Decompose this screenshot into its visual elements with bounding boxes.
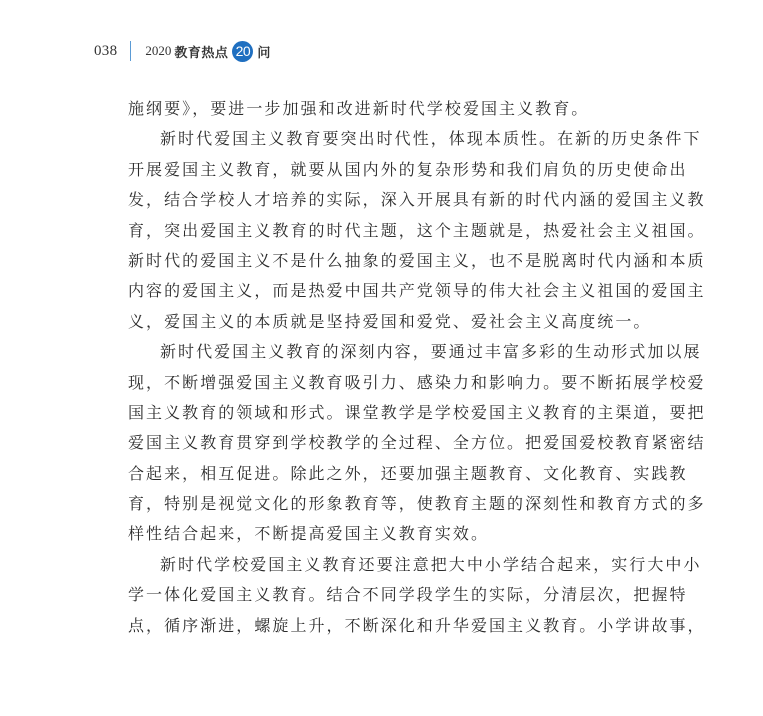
text-line: 样性结合起来，不断提高爱国主义教育实效。 <box>128 524 490 544</box>
text-line: 爱国主义教育贯穿到学校教学的全过程、全方位。把爱国爱校教育紧密结 <box>128 433 706 453</box>
paragraph <box>128 550 706 641</box>
text-line: 育，特别是视觉文化的形象教育等，使教育主题的深刻性和教育方式的多 <box>128 494 706 514</box>
text-line: 学一体化爱国主义教育。结合不同学段学生的实际，分清层次，把握特 <box>128 585 688 605</box>
book-title: 教育热点 <box>174 44 229 60</box>
text-line: 点，循序渐进，螺旋上升，不断深化和升华爱国主义教育。小学讲故事， <box>128 615 706 635</box>
text-line: 内容的爱国主义，而是热爱中国共产党领导的伟大社会主义祖国的爱国主 <box>128 281 706 301</box>
body-text <box>128 94 706 641</box>
paragraph <box>128 124 706 337</box>
text-line: 发，结合学校人才培养的实际，深入开展具有新的时代内涵的爱国主义教 <box>128 190 706 210</box>
text-line: 新时代爱国主义教育要突出时代性，体现本质性。在新的历史条件下 <box>160 129 702 149</box>
text-line: 施纲要》，要进一步加强和改进新时代学校爱国主义教育。 <box>128 99 590 118</box>
text-line: 新时代爱国主义教育的深刻内容，要通过丰富多彩的生动形式加以展 <box>160 342 702 362</box>
header-separator <box>130 41 131 61</box>
text-line: 开展爱国主义教育，就要从国内外的复杂形势和我们肩负的历史使命出 <box>128 159 688 179</box>
book-year: 2020 <box>145 43 172 58</box>
text-line: 义，爱国主义的本质就是坚持爱国和爱党、爱社会主义高度统一。 <box>128 311 652 331</box>
text-line: 国主义教育的领域和形式。课堂教学是学校爱国主义教育的主渠道，要把 <box>128 402 706 422</box>
text-line: 新时代的爱国主义不是什么抽象的爱国主义，也不是脱离时代内涵和本质 <box>128 250 706 270</box>
page-header <box>94 38 270 64</box>
text-line: 合起来，相互促进。除此之外，还要加强主题教育、文化教育、实践教 <box>128 463 688 483</box>
text-line: 现，不断增强爱国主义教育吸引力、感染力和影响力。要不断拓展学校爱 <box>128 372 706 392</box>
paragraph <box>128 337 706 550</box>
page-number: 038 <box>94 42 118 59</box>
book-title-suffix: 问 <box>257 44 271 60</box>
text-line: 新时代学校爱国主义教育还要注意把大中小学结合起来，实行大中小 <box>160 554 702 574</box>
text-line: 育，突出爱国主义教育的时代主题，这个主题就是，热爱社会主义祖国。 <box>128 220 706 240</box>
paragraph <box>128 94 650 124</box>
number-badge: 20 <box>232 41 253 62</box>
